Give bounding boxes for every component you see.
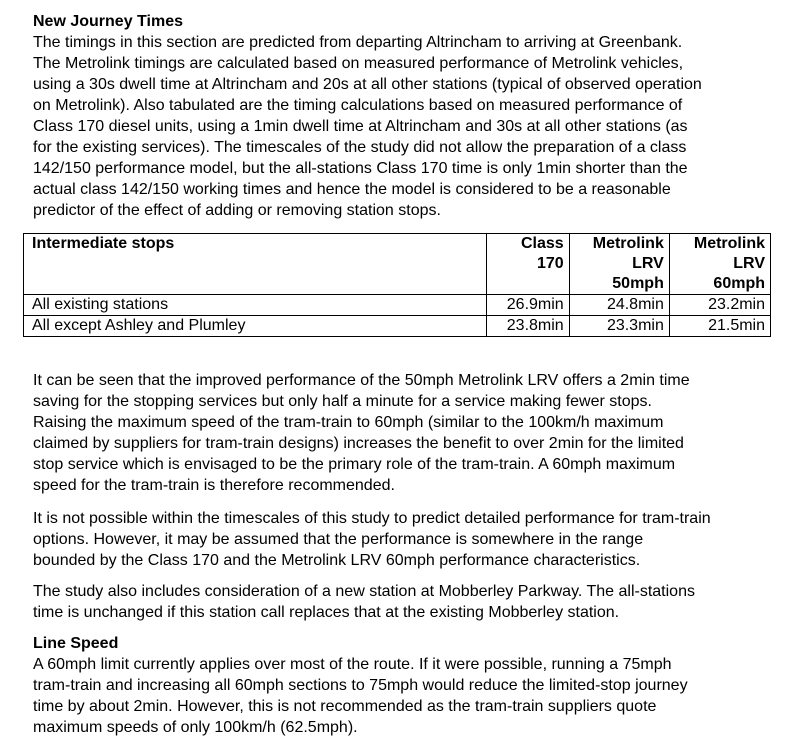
paragraph-line: A 60mph limit currently applies over most of the route. If it were possible, running a 75mph <box>33 656 672 673</box>
paragraph-line: tram-train and increasing all 60mph sections to 75mph would reduce the limited-stop journey <box>33 677 688 694</box>
header-intermediate-stops: Intermediate stops <box>24 234 487 295</box>
table-header-row <box>24 234 771 295</box>
cell-lrv-50mph: 24.8min <box>569 295 669 316</box>
header-class-170: Class 170 <box>487 234 569 295</box>
intro-line: for the existing services). The timescales of the study did not allow the preparation of a class <box>33 139 687 156</box>
heading-new-journey-times: New Journey Times <box>33 13 183 30</box>
intro-line: predictor of the effect of adding or removing station stops. <box>33 202 441 219</box>
paragraph-line: time by about 2min. However, this is not recommended as the tram-train suppliers quote <box>33 698 657 715</box>
intro-paragraph <box>33 32 778 221</box>
paragraph-line: It can be seen that the improved performance of the 50mph Metrolink LRV offers a 2min time <box>33 372 690 389</box>
header-metrolink-lrv-60mph: Metrolink LRV 60mph <box>669 234 770 295</box>
heading-line-speed: Line Speed <box>33 635 119 652</box>
paragraph-performance <box>33 370 778 496</box>
header-metrolink-lrv-50mph: Metrolink LRV 50mph <box>569 234 669 295</box>
table-row <box>24 316 771 337</box>
paragraph-tram-train-options <box>33 508 778 571</box>
paragraph-line: time is unchanged if this station call replaces that at the existing Mobberley station. <box>33 604 620 621</box>
paragraph-line: The study also includes consideration of a new station at Mobberley Parkway. The all-stations <box>33 583 695 600</box>
cell-stops: All existing stations <box>24 295 487 316</box>
table-row <box>24 295 771 316</box>
intro-line: on Metrolink). Also tabulated are the timing calculations based on measured performance of <box>33 97 683 114</box>
paragraph-line: maximum speeds of only 100km/h (62.5mph). <box>33 719 358 736</box>
intro-line: 142/150 performance model, but the all-stations Class 170 time is only 1min shorter than the <box>33 160 688 177</box>
paragraph-line: It is not possible within the timescales of this study to predict detailed performance for tram-train <box>33 510 711 527</box>
paragraph-line: speed for the tram-train is therefore recommended. <box>33 477 395 494</box>
cell-lrv-60mph: 21.5min <box>669 316 770 337</box>
intro-line: using a 30s dwell time at Altrincham and 20s at all other stations (typical of observed operation <box>33 76 702 93</box>
paragraph-line: claimed by suppliers for tram-train designs) increases the benefit to over 2min for the limited <box>33 435 684 452</box>
intro-line: Class 170 diesel units, using a 1min dwell time at Altrincham and 30s at all other stations (as <box>33 118 688 135</box>
cell-lrv-60mph: 23.2min <box>669 295 770 316</box>
section-line-speed <box>33 634 778 738</box>
cell-class-170: 23.8min <box>487 316 569 337</box>
section-new-journey-times <box>33 12 778 221</box>
paragraph-line: Raising the maximum speed of the tram-train to 60mph (similar to the 100km/h maximum <box>33 414 664 431</box>
cell-lrv-50mph: 23.3min <box>569 316 669 337</box>
paragraph-line: stop service which is envisaged to be the primary role of the tram-train. A 60mph maximum <box>33 456 676 473</box>
cell-stops: All except Ashley and Plumley <box>24 316 487 337</box>
paragraph-line: bounded by the Class 170 and the Metrolink LRV 60mph performance characteristics. <box>33 552 641 569</box>
journey-times-table <box>23 233 771 337</box>
paragraph-mobberley-parkway <box>33 581 778 623</box>
cell-class-170: 26.9min <box>487 295 569 316</box>
intro-line: The timings in this section are predicted from departing Altrincham to arriving at Greenbank. <box>33 34 683 51</box>
paragraph-line: options. However, it may be assumed that the performance is somewhere in the range <box>33 531 644 548</box>
intro-line: The Metrolink timings are calculated based on measured performance of Metrolink vehicles, <box>33 55 684 72</box>
intro-line: actual class 142/150 working times and hence the model is considered to be a reasonable <box>33 181 671 198</box>
paragraph-line: saving for the stopping services but only half a minute for a service making fewer stops. <box>33 393 652 410</box>
